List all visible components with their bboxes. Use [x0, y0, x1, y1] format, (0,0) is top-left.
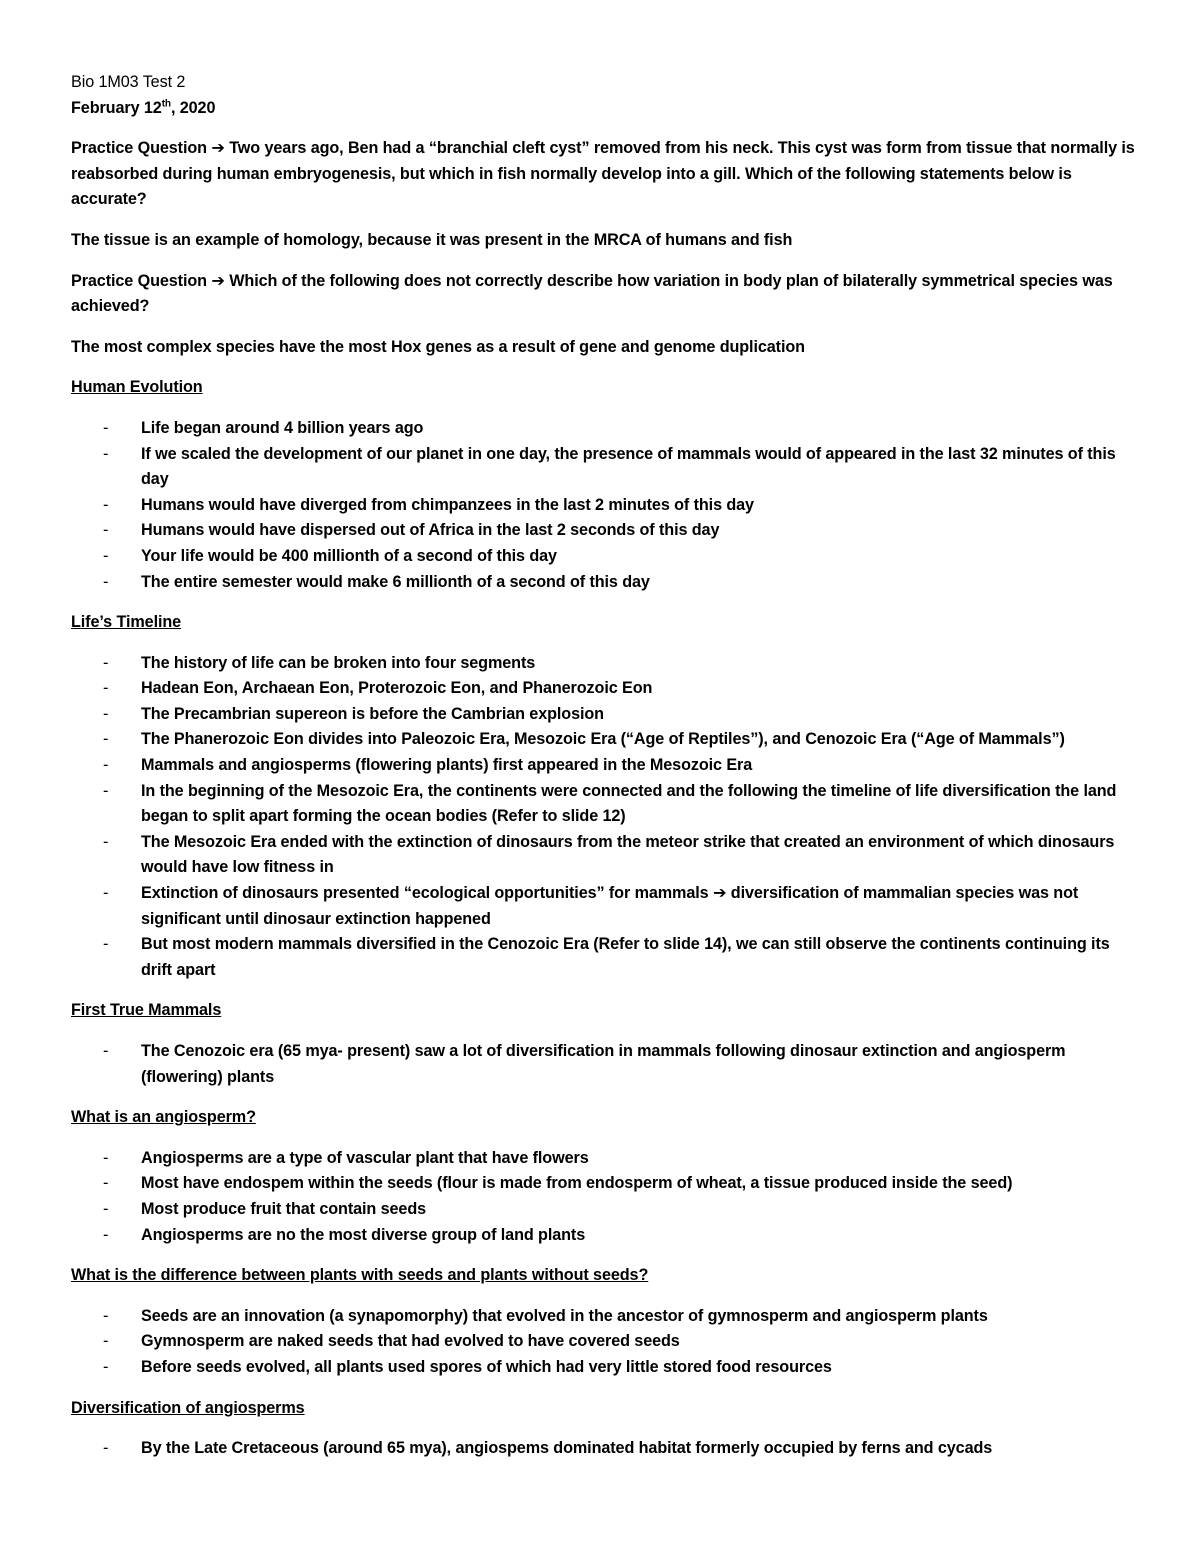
- section-list-diversification-angiosperms: [71, 1436, 1136, 1462]
- list-item: - The Phanerozoic Eon divides into Paleozoic Era, Mesozoic Era (“Age of Reptiles”), and Cenozoic Era (“Age of Mammals”): [103, 730, 1065, 749]
- list-item: - The Precambrian supereon is before the Cambrian explosion: [103, 704, 604, 723]
- section-list-lifes-timeline: [71, 651, 1136, 984]
- section-heading-lifes-timeline: Life’s Timeline: [71, 613, 182, 632]
- list-item: - By the Late Cretaceous (around 65 mya), angiospems dominated habitat formerly occupied by ferns and cycads: [103, 1439, 993, 1458]
- document-title: Bio 1M03 Test 2: [71, 73, 186, 91]
- list-item: - Angiosperms are no the most diverse group of land plants: [103, 1225, 586, 1244]
- section-heading-diversification-angiosperms: Diversification of angiosperms: [71, 1398, 305, 1417]
- list-item: - Extinction of dinosaurs presented “ecological opportunities” for mammals ➔ diversification of mammalian species was not significant until dinosaur extinction happened: [103, 884, 1079, 928]
- list-item: - Hadean Eon, Archaean Eon, Proterozoic Eon, and Phanerozoic Eon: [103, 679, 653, 698]
- arrow-icon: ➔: [211, 271, 225, 290]
- practice-answer-1: The tissue is an example of homology, because it was present in the MRCA of humans and fish: [71, 230, 793, 249]
- list-item: - If we scaled the development of our planet in one day, the presence of mammals would of appeared in the last 32 minutes of this day: [103, 444, 1116, 489]
- arrow-icon: ➔: [211, 139, 225, 158]
- section-heading-first-true-mammals: First True Mammals: [71, 1001, 222, 1020]
- list-item: - Your life would be 400 millionth of a second of this day: [103, 546, 557, 565]
- section-heading-what-is-angiosperm: What is an angiosperm?: [71, 1108, 256, 1127]
- section-list-seeds-difference: [71, 1304, 1136, 1381]
- document-page: [71, 70, 1136, 1462]
- list-item: - Seeds are an innovation (a synapomorphy) that evolved in the ancestor of gymnosperm and angiosperm plants: [103, 1306, 988, 1325]
- list-item: - Mammals and angiosperms (flowering plants) first appeared in the Mesozoic Era: [103, 756, 753, 775]
- list-item: - The entire semester would make 6 millionth of a second of this day: [103, 572, 650, 591]
- practice-question-1-text: Two years ago, Ben had a “branchial cleft cyst” removed from his neck. This cyst was form from tissue that normally is reabsorbed during human embryogenesis, but which in fish normally develop into a gill. Which of the following statements below is accurate?: [71, 139, 1135, 209]
- list-item: - Most have endospem within the seeds (flour is made from endosperm of wheat, a tissue produced inside the seed): [103, 1174, 1013, 1193]
- section-heading-seeds-difference: What is the difference between plants with seeds and plants without seeds?: [71, 1266, 649, 1285]
- section-heading-human-evolution: Human Evolution: [71, 378, 203, 397]
- practice-question-2-text: Which of the following does not correctly describe how variation in body plan of bilaterally symmetrical species was achieved?: [71, 271, 1113, 316]
- list-item: - In the beginning of the Mesozoic Era, the continents were connected and the following the timeline of life diversification the land began to split apart forming the ocean bodies (Refer to slide 12): [103, 781, 1117, 826]
- section-list-first-true-mammals: [71, 1039, 1136, 1090]
- list-item: - Angiosperms are a type of vascular plant that have flowers: [103, 1148, 589, 1167]
- list-item: - Life began around 4 billion years ago: [103, 418, 424, 437]
- list-item: - Before seeds evolved, all plants used spores of which had very little stored food resources: [103, 1357, 832, 1376]
- practice-question-1-label: Practice Question: [71, 139, 207, 158]
- list-item: - The Cenozoic era (65 mya- present) saw a lot of diversification in mammals following dinosaur extinction and angiosperm (flowering) plants: [103, 1042, 1066, 1086]
- list-item: - Humans would have diverged from chimpanzees in the last 2 minutes of this day: [103, 495, 754, 514]
- practice-question-2-label: Practice Question: [71, 271, 207, 290]
- list-item: - Humans would have dispersed out of Africa in the last 2 seconds of this day: [103, 521, 720, 540]
- list-item: - The Mesozoic Era ended with the extinction of dinosaurs from the meteor strike that created an environment of which dinosaurs would have low fitness in: [103, 832, 1115, 877]
- list-item: - Gymnosperm are naked seeds that had evolved to have covered seeds: [103, 1332, 680, 1351]
- practice-answer-2: The most complex species have the most Hox genes as a result of gene and genome duplication: [71, 337, 805, 356]
- section-list-human-evolution: [71, 416, 1136, 595]
- list-item: - Most produce fruit that contain seeds: [103, 1199, 427, 1218]
- practice-question-1: [71, 136, 1136, 213]
- practice-question-2: [71, 269, 1136, 320]
- list-item: - But most modern mammals diversified in the Cenozoic Era (Refer to slide 14), we can still observe the continents continuing its drift apart: [103, 935, 1110, 979]
- document-date: February 12th, 2020: [71, 98, 216, 117]
- section-list-what-is-angiosperm: [71, 1146, 1136, 1248]
- list-item: - The history of life can be broken into four segments: [103, 653, 536, 672]
